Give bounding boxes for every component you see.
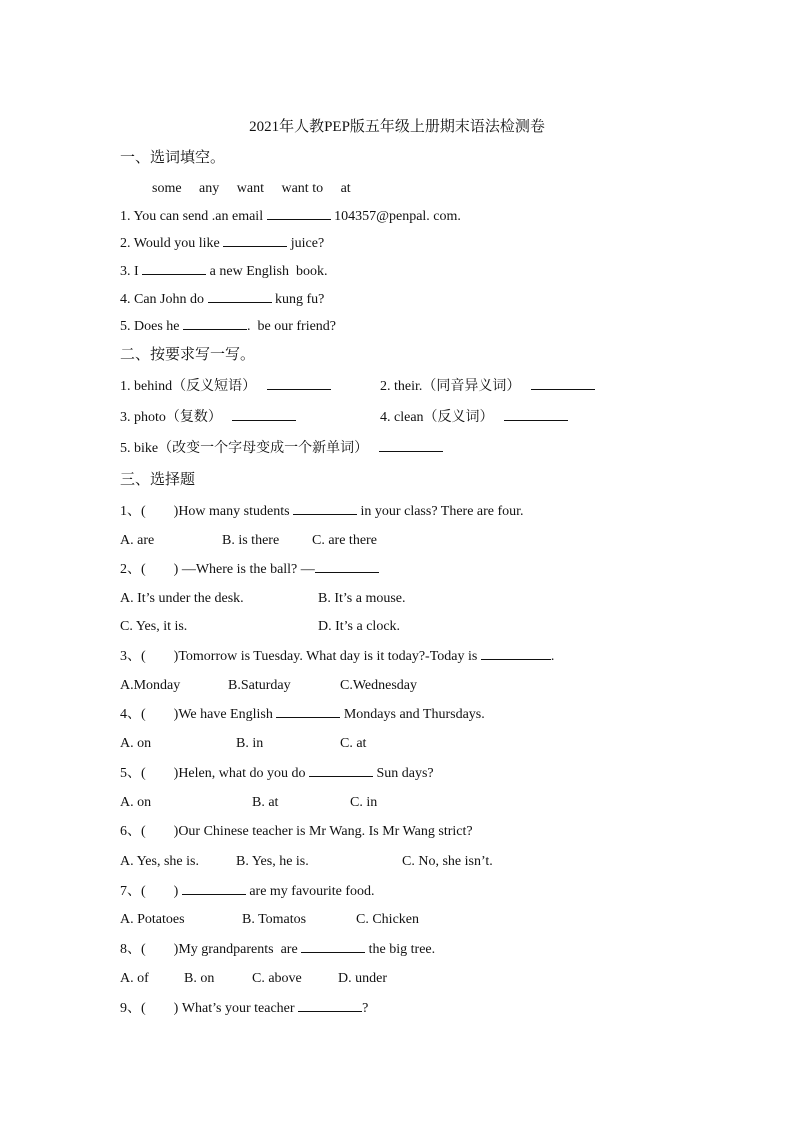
question-5: 5、( )Helen, what do you do Sun days? bbox=[120, 766, 434, 781]
option-b[interactable]: B. at bbox=[252, 795, 279, 810]
option-a[interactable]: A. It’s under the desk. bbox=[120, 591, 244, 606]
option-b[interactable]: B.Saturday bbox=[228, 678, 291, 693]
answer-blank[interactable] bbox=[481, 647, 551, 660]
option-a[interactable]: A. Potatoes bbox=[120, 912, 185, 927]
rewrite-item-5: 5. bike（改变一个字母变成一个新单词） bbox=[120, 439, 443, 458]
option-d[interactable]: D. It’s a clock. bbox=[318, 619, 401, 634]
answer-blank[interactable] bbox=[232, 408, 296, 421]
question-1: 1、( )How many students in your class? There are four. bbox=[120, 504, 524, 519]
answer-blank[interactable] bbox=[223, 234, 287, 247]
option-a[interactable]: A. are bbox=[120, 533, 155, 548]
option-c[interactable]: C.Wednesday bbox=[340, 678, 418, 693]
section-heading-1: 一、选词填空。 bbox=[120, 148, 226, 166]
option-c[interactable]: C. are there bbox=[312, 533, 377, 548]
answer-blank[interactable] bbox=[182, 882, 246, 895]
option-a[interactable]: A. Yes, she is. bbox=[120, 854, 199, 869]
question-7: 7、( ) are my favourite food. bbox=[120, 884, 375, 899]
section-heading-3: 三、选择题 bbox=[120, 470, 196, 488]
answer-blank[interactable] bbox=[315, 560, 379, 573]
answer-blank[interactable] bbox=[267, 207, 331, 220]
question-2: 2、( ) —Where is the ball? — bbox=[120, 560, 379, 579]
question-9: 9、( ) What’s your teacher ? bbox=[120, 1001, 369, 1016]
fill-item-3: 3. I a new English book. bbox=[120, 264, 328, 279]
option-d[interactable]: D. under bbox=[338, 971, 387, 986]
option-c[interactable]: C. in bbox=[350, 795, 378, 810]
word-bank: some any want want to at bbox=[152, 181, 351, 196]
option-c[interactable]: C. Yes, it is. bbox=[120, 619, 188, 634]
answer-blank[interactable] bbox=[183, 317, 247, 330]
option-a[interactable]: A.Monday bbox=[120, 678, 181, 693]
fill-item-4: 4. Can John do kung fu? bbox=[120, 292, 325, 307]
option-b[interactable]: B. is there bbox=[222, 533, 280, 548]
question-8: 8、( )My grandparents are the big tree. bbox=[120, 942, 436, 957]
answer-blank[interactable] bbox=[301, 940, 365, 953]
answer-blank[interactable] bbox=[267, 377, 331, 390]
option-a[interactable]: A. on bbox=[120, 736, 152, 751]
option-a[interactable]: A. of bbox=[120, 971, 149, 986]
answer-blank[interactable] bbox=[531, 377, 595, 390]
option-b[interactable]: B. It’s a mouse. bbox=[318, 591, 406, 606]
answer-blank[interactable] bbox=[309, 764, 373, 777]
option-b[interactable]: B. in bbox=[236, 736, 264, 751]
question-6: 6、( )Our Chinese teacher is Mr Wang. Is Mr Wang strict? bbox=[120, 824, 473, 839]
option-b[interactable]: B. Yes, he is. bbox=[236, 854, 309, 869]
answer-blank[interactable] bbox=[379, 439, 443, 452]
rewrite-item-2: 2. their.（同音异义词） bbox=[380, 377, 595, 396]
answer-blank[interactable] bbox=[504, 408, 568, 421]
question-3: 3、( )Tomorrow is Tuesday. What day is it today?-Today is . bbox=[120, 649, 555, 664]
option-a[interactable]: A. on bbox=[120, 795, 152, 810]
section-heading-2: 二、按要求写一写。 bbox=[120, 345, 256, 363]
answer-blank[interactable] bbox=[298, 999, 362, 1012]
option-c[interactable]: C. at bbox=[340, 736, 367, 751]
answer-blank[interactable] bbox=[293, 502, 357, 515]
rewrite-item-1: 1. behind（反义短语） bbox=[120, 377, 331, 396]
fill-item-2: 2. Would you like juice? bbox=[120, 236, 325, 251]
option-c[interactable]: C. Chicken bbox=[356, 912, 419, 927]
page-title: 2021年人教PEP版五年级上册期末语法检测卷 bbox=[249, 119, 545, 135]
question-4: 4、( )We have English Mondays and Thursdays. bbox=[120, 707, 485, 722]
answer-blank[interactable] bbox=[208, 290, 272, 303]
rewrite-item-4: 4. clean（反义词） bbox=[380, 408, 568, 427]
option-b[interactable]: B. Tomatos bbox=[242, 912, 307, 927]
fill-item-1: 1. You can send .an email 104357@penpal. com. bbox=[120, 209, 461, 224]
answer-blank[interactable] bbox=[142, 262, 206, 275]
answer-blank[interactable] bbox=[276, 705, 340, 718]
rewrite-item-3: 3. photo（复数） bbox=[120, 408, 296, 427]
option-b[interactable]: B. on bbox=[184, 971, 215, 986]
fill-item-5: 5. Does he . be our friend? bbox=[120, 319, 337, 334]
option-c[interactable]: C. No, she isn’t. bbox=[402, 854, 493, 869]
option-c[interactable]: C. above bbox=[252, 971, 302, 986]
